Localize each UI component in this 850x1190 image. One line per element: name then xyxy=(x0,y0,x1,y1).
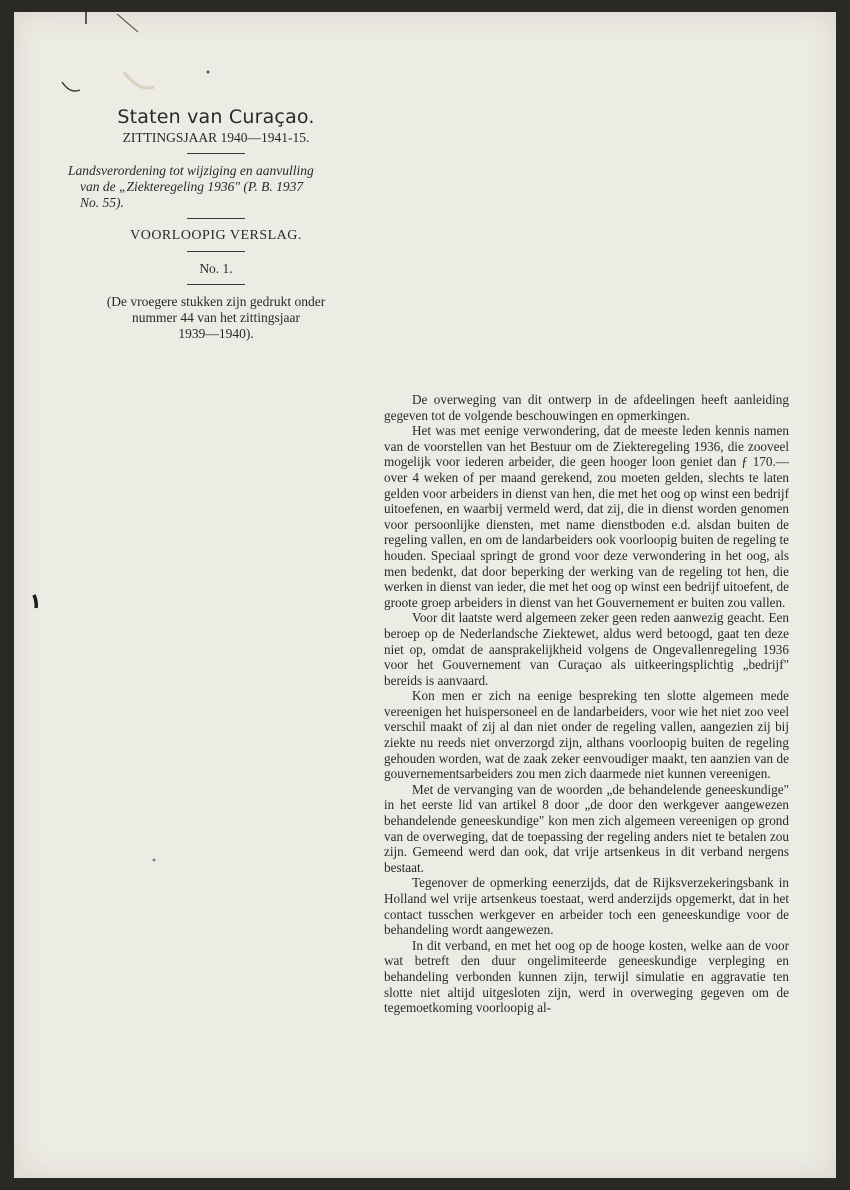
document-page xyxy=(14,12,836,1178)
paragraph: Met de vervanging van de woorden „de behandelende geneeskundige" in het eerste lid van artikel 8 door „de door den werkgever aangewezen behandelende geneeskundige" kon men zich algemeen vereenigen op grond van de overweging, dat de toepassing der regeling anders niet te betalen zou zijn. Gemeend werd dan ook, dat vrije artsenkeus in dit verband nergens bestaat. xyxy=(384,781,789,875)
paragraph: Tegenover de opmerking eenerzijds, dat de Rijksverzekeringsbank in Holland wel vrije artsenkeus toestaat, werd anderzijds opgemerkt, dat in het contact tusschen werkgever en arbeider toch een geneeskundige voor de behandeling wordt aangewezen. xyxy=(384,875,789,938)
divider xyxy=(187,218,245,219)
paragraph: Kon men er zich na eenige bespreking ten slotte algemeen mede vereenigen het huispersoneel en de landarbeiders, voor wie het niet zoo veel verschil maakt of zij al dan niet onder de regeling vallen, aangezien zij bij ziekte nu reeds niet onverzorgd zijn, althans voorloopig buiten de regeling gehouden worden, wat de zaak zeker eenvoudiger maakt, ten aanzien van de gouvernementsarbeiders zou men zich daarmede niet kunnen vereenigen. xyxy=(384,688,789,782)
paragraph: Het was met eenige verwondering, dat de meeste leden kennis namen van de voorstellen van het Bestuur om de Ziekteregeling 1936, die zooveel mogelijk voor iederen arbeider, die geen hooger loon geniet dan ƒ 170.— over 4 weken of per maand gerekend, zou moeten gelden, slechts te laten gelden voor arbeiders in dienst van hen, die met het oog op winst een bedrijf uitoefenen, en waarbij vermeld werd, dat zij, die in dienst worden genomen voor persoonlijke diensten, met name dienstboden e.d. alsdan buiten de regeling vallen, en om de landarbeiders ook voorloopig buiten de regeling te houden. Speciaal springt de grond voor deze verwondering in het oog, als men bedenkt, dat door beperking der werking van de regeling tot hen, die werken in dienst van ieder, die met het oog op winst een bedrijf uitoefent, de groote groep arbeiders in dienst van het Gouvernement er buiten zou vallen. xyxy=(384,423,789,610)
report-number: No. 1. xyxy=(199,261,233,276)
paragraph: Voor dit laatste werd algemeen zeker geen reden aanwezig geacht. Een beroep op de Nederlandsche Ziektewet, aldus werd betoogd, gaat ten deze niet op, omdat de aansprakelijkheid volgens de Ongevallenregeling 1936 voor het Gouvernement van Curaçao als uitkeeringsplichtig „bedrijf" bereids is aanvaard. xyxy=(384,610,789,688)
divider xyxy=(187,251,245,252)
document-header xyxy=(66,106,366,342)
report-body xyxy=(384,392,789,1016)
subject-line: Landsverordening tot wijziging en aanvulling xyxy=(68,163,314,178)
subject-heading xyxy=(66,163,366,211)
paragraph: In dit verband, en met het oog op de hooge kosten, welke aan de voor wat betreft den duur ongelimiteerde geneeskundige verpleging en behandeling verbonden kunnen zijn, terwijl simulatie en aggravatie ten slotte niet altijd uitgesloten zijn, werd in overweging gegeven om de tegemoetkoming voorloopig al- xyxy=(384,937,789,1016)
subject-line: No. 55). xyxy=(80,195,124,210)
divider xyxy=(187,284,245,285)
report-title: VOORLOOPIG VERSLAG. xyxy=(130,228,302,243)
note-line: 1939—1940). xyxy=(178,326,254,341)
paragraph: De overweging van dit ontwerp in de afdeelingen heeft aanleiding gegeven tot de volgende beschouwingen en opmerkingen. xyxy=(384,392,789,423)
session-year: ZITTINGSJAAR 1940—1941-15. xyxy=(122,130,310,145)
note-line: (De vroegere stukken zijn gedrukt onder xyxy=(106,294,326,309)
note-line: nummer 44 van het zittingsjaar xyxy=(132,310,300,325)
note xyxy=(66,294,366,342)
subject-line: van de „Ziekteregeling 1936" (P. B. 1937 xyxy=(80,179,304,194)
divider xyxy=(187,153,245,154)
document-title: Staten van Curaçao. xyxy=(117,106,315,128)
